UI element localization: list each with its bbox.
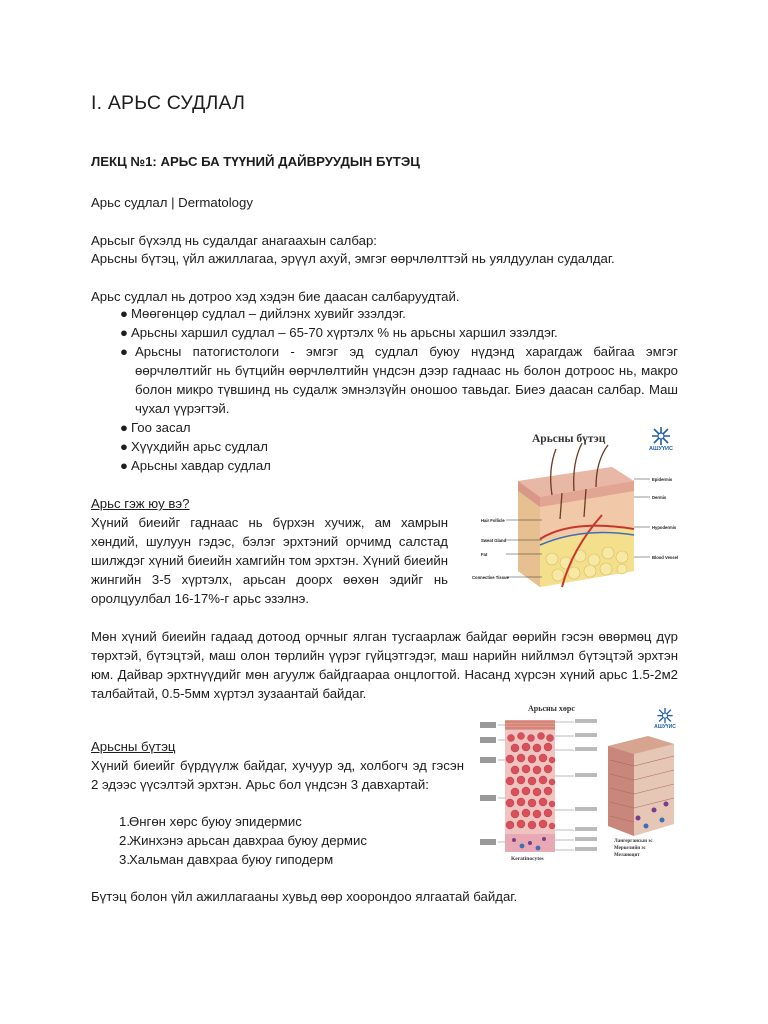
skin-description-paragraph: Мөн хүний биеийн гадаад дотоод орчныг ялган тусгаарлаж байдаг өөрийн гэсэн өвөрмөц дүр төрхтэй, бүтэцтэй, маш олон төрлийн үүрэг гүйцэтгэдэг, маш нарийн нийлмэл бүтэцтэй эрхтэн юм. Дайвар эрхтнүүдийг мөн агуулж байдгаараа онцлогтой. Насанд хүрсэн хүний арьс 1.5-2м2 талбайтай, 0.5-5мм хүртэл зузаантай байдаг. <box>91 629 678 701</box>
lecture-title: ЛЕКЦ №1: АРЬС БА ТҮҮНИЙ ДАЙВРУУДЫН БҮТЭЦ <box>91 154 420 169</box>
subfields-intro: Арьс судлал нь дотроо хэд хэдэн бие даасан салбаруудтай. <box>91 289 460 304</box>
keratinocytes-caption: Keratinocytes <box>511 856 544 862</box>
intro-line-1: Арьсыг бүхэлд нь судалдаг анагаахын салбар: <box>91 233 377 248</box>
section-title: I. АРЬС СУДЛАЛ <box>91 92 246 114</box>
skin-structure-figure <box>462 419 678 593</box>
list-item: ● Арьсны хавдар судлал <box>91 456 678 475</box>
list-item: 2. Жинхэнэ арьсан давхраа буюу дермис <box>119 833 367 848</box>
structure-paragraph: Хүний биеийг бүрдүүлж байдаг, хучуур эд, холбогч эд гэсэн 2 эдээс үүсэлтэй эрхтэн. Арьс бол үндсэн 3 давхартай: <box>91 758 464 792</box>
figure-title: Арьсны бүтэц <box>532 433 606 445</box>
structure-heading: Арьсны бүтэц <box>91 739 176 754</box>
logo-text: АШУҮИС <box>649 446 673 452</box>
cells-caption: Лангергансын эс Меркелийн эс Меланоцит <box>614 839 653 858</box>
label-hair-follicle: Hair Follicle <box>481 518 505 523</box>
epidermis-figure <box>478 700 678 866</box>
university-logo <box>654 706 676 732</box>
intro-line-2: Арьсны бүтэц, үйл ажиллагаа, эрүүл ахуй, эмгэг өөрчлөлттэй нь уялдуулан судалдаг. <box>91 251 615 266</box>
label-fat: Fat <box>481 552 488 557</box>
label-connective-tissue: Connective Tissue <box>472 575 509 580</box>
closing-sentence: Бүтэц болон үйл ажиллагааны хувьд өөр хоорондоо ялгаатай байдаг. <box>91 889 518 904</box>
bullet-icon: ● <box>120 306 128 321</box>
label-sweat-gland: Sweat Gland <box>481 538 507 543</box>
list-item: ● Хүүхдийн арьс судлал <box>91 437 678 456</box>
bullet-icon: ● <box>120 325 128 340</box>
subject-line: Арьс судлал | Dermatology <box>91 195 253 210</box>
what-is-skin-heading: Арьс гэж юу вэ? <box>91 496 190 511</box>
university-logo <box>648 425 674 455</box>
list-item: 1. Өнгөн хөрс буюу эпидермис <box>119 814 302 829</box>
bullet-icon: ● <box>120 458 128 473</box>
layers-list <box>91 812 464 869</box>
list-item: ● Арьсны харшил судлал – 65-70 хүртэлх % нь арьсны харшил эзэлдэг. <box>91 323 678 342</box>
label-blood-vessels: Blood Vessels <box>652 555 678 560</box>
label-epidermis: Epidermis <box>652 477 673 482</box>
label-dermis: Dermis <box>652 495 667 500</box>
list-item: 3. Хальман давхраа буюу гиподерм <box>119 852 334 867</box>
figure-title: Арьсны хөрс <box>528 704 575 713</box>
bullet-icon: ● <box>120 344 128 359</box>
list-item: ● Гоо засал <box>91 418 678 437</box>
bullet-icon: ● <box>120 420 128 435</box>
list-item: ● Мөөгөнцөр судлал – дийлэнх хувийг эзэлдэг. <box>91 304 678 323</box>
list-item: ● Арьсны патогистологи - эмгэг эд судлал буюу нүдэнд харагдаж байгаа эмгэг өөрчлөлтийг нь бүтцийн өөрчлөлтийн үндсэн дээр гаднаас нь болон дотроос нь, макро болон микро түвшинд нь судалж эмнэлзүйн оношоо тавьдаг. Биеэ даасан салбар. Маш чухал үүрэгтэй. <box>91 342 678 418</box>
bullet-icon: ● <box>120 439 128 454</box>
label-hypodermis: Hypodermis <box>652 525 677 530</box>
logo-text: АШУҮИС <box>654 724 676 730</box>
what-is-skin-paragraph: Хүний биеийг гаднаас нь бүрхэн хучиж, ам хамрын хөндий, шулуун гэдэс, бэлэг эрхтэний орчимд салстад шилждэг хүний биеийн хамгийн том эрхтэн. Хүний биеийн жингийн 3-5 хүртэлх, арьсан доорх өөхөн эдийг нь оролцуулбал 16-17%-г арьс эзэлнэ. <box>91 515 448 606</box>
